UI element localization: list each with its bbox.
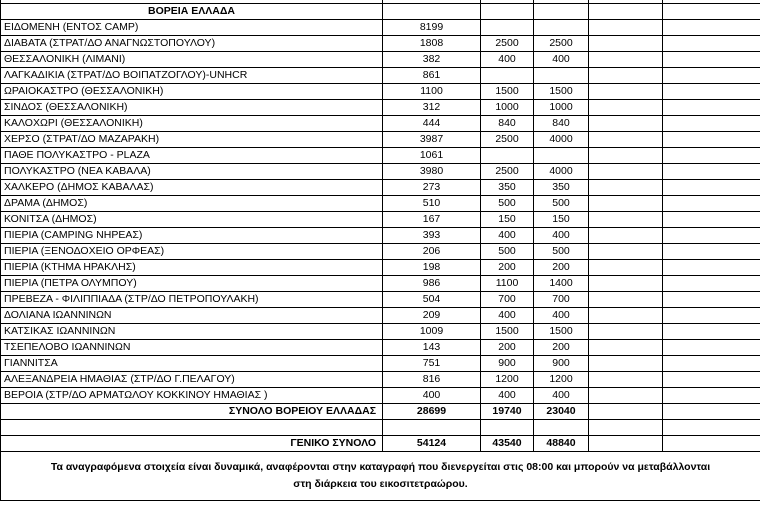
- empty-cell: [663, 180, 760, 196]
- empty-cell: [589, 100, 663, 116]
- value-cell-v1: 273: [383, 180, 481, 196]
- value-cell-v2: 150: [481, 212, 534, 228]
- empty-cell: [534, 420, 589, 436]
- value-cell-v1: 400: [383, 388, 481, 404]
- value-cell-v3: 500: [534, 244, 589, 260]
- value-cell-v2: 1500: [481, 324, 534, 340]
- value-cell-v2: 400: [481, 308, 534, 324]
- empty-cell: [663, 308, 760, 324]
- value-cell-v2: 1000: [481, 100, 534, 116]
- empty-cell: [663, 68, 760, 84]
- table-row: [1, 180, 760, 196]
- empty-cell: [663, 260, 760, 276]
- table-row: [1, 100, 760, 116]
- value-cell-v2: 400: [481, 388, 534, 404]
- location-name: ΒΕΡΟΙΑ (ΣΤΡ/ΔΟ ΑΡΜΑΤΩΛΟΥ ΚΟΚΚΙΝΟΥ ΗΜΑΘΙΑΣ ): [1, 388, 383, 404]
- value-cell-v3: 400: [534, 388, 589, 404]
- section-title: ΒΟΡΕΙΑ ΕΛΛΑΔΑ: [1, 4, 383, 20]
- location-name: ΧΑΛΚΕΡΟ (ΔΗΜΟΣ ΚΑΒΑΛΑΣ): [1, 180, 383, 196]
- value-cell-v2: 350: [481, 180, 534, 196]
- empty-cell: [663, 132, 760, 148]
- value-cell-v3: [534, 148, 589, 164]
- subtotal-row: [1, 404, 760, 420]
- value-cell-v2: 500: [481, 244, 534, 260]
- footnote: Τα αναγραφόμενα στοιχεία είναι δυναμικά, αναφέρονται στην καταγραφή που διενεργείται στις 08:00 και μπορούν να μεταβάλλονται στη διάρκεια του εικοσιτετραώρου.: [1, 452, 760, 501]
- value-cell-v3: 700: [534, 292, 589, 308]
- empty-cell: [589, 52, 663, 68]
- value-cell-v3: 4000: [534, 164, 589, 180]
- value-cell-v1: 382: [383, 52, 481, 68]
- blank-row: [1, 420, 760, 436]
- empty-cell: [589, 164, 663, 180]
- empty-cell: [663, 388, 760, 404]
- section-title-row: [1, 4, 760, 20]
- value-cell-v1: 444: [383, 116, 481, 132]
- location-name: ΔΡΑΜΑ (ΔΗΜΟΣ): [1, 196, 383, 212]
- empty-cell: [1, 420, 383, 436]
- table-row: [1, 164, 760, 180]
- empty-cell: [589, 292, 663, 308]
- value-cell-v3: 500: [534, 196, 589, 212]
- empty-cell: [481, 420, 534, 436]
- empty-cell: [663, 404, 760, 420]
- table-row: [1, 308, 760, 324]
- location-name: ΓΕΝΙΚΟ ΣΥΝΟΛΟ: [1, 436, 383, 452]
- empty-cell: [589, 260, 663, 276]
- value-cell-v2: 500: [481, 196, 534, 212]
- empty-cell: [589, 244, 663, 260]
- value-cell-v3: 2500: [534, 36, 589, 52]
- value-cell-v2: 1500: [481, 84, 534, 100]
- empty-cell: [589, 212, 663, 228]
- location-name: ΠΙΕΡΙΑ (ΠΕΤΡΑ ΟΛΥΜΠΟΥ): [1, 276, 383, 292]
- empty-cell: [589, 20, 663, 36]
- empty-cell: [663, 340, 760, 356]
- location-name: ΕΙΔΟΜΕΝΗ (ΕΝΤΟΣ CAMP): [1, 20, 383, 36]
- value-cell-v1: 986: [383, 276, 481, 292]
- table-row: [1, 260, 760, 276]
- value-cell-v1: 510: [383, 196, 481, 212]
- value-cell-v3: 840: [534, 116, 589, 132]
- value-cell-v1: 54124: [383, 436, 481, 452]
- table-row: [1, 356, 760, 372]
- empty-cell: [663, 436, 760, 452]
- value-cell-v1: 3980: [383, 164, 481, 180]
- value-cell-v1: 28699: [383, 404, 481, 420]
- empty-cell: [663, 196, 760, 212]
- empty-cell: [663, 228, 760, 244]
- note-row: [1, 452, 760, 501]
- empty-cell: [663, 100, 760, 116]
- grand-total-row: [1, 436, 760, 452]
- table-row: [1, 196, 760, 212]
- location-name: ΔΙΑΒΑΤΑ (ΣΤΡΑΤ/ΔΟ ΑΝΑΓΝΩΣΤΟΠΟΥΛΟΥ): [1, 36, 383, 52]
- table-row: [1, 36, 760, 52]
- value-cell-v1: 167: [383, 212, 481, 228]
- value-cell-v1: 209: [383, 308, 481, 324]
- table-row: [1, 132, 760, 148]
- value-cell-v3: [534, 20, 589, 36]
- value-cell-v2: 43540: [481, 436, 534, 452]
- value-cell-v1: 1009: [383, 324, 481, 340]
- empty-cell: [589, 276, 663, 292]
- value-cell-v3: 900: [534, 356, 589, 372]
- empty-cell: [589, 324, 663, 340]
- value-cell-v1: 1061: [383, 148, 481, 164]
- empty-cell: [663, 36, 760, 52]
- value-cell-v2: [481, 148, 534, 164]
- value-cell-v3: 400: [534, 52, 589, 68]
- value-cell-v1: 1808: [383, 36, 481, 52]
- value-cell-v2: 2500: [481, 164, 534, 180]
- empty-cell: [589, 180, 663, 196]
- table-row: [1, 212, 760, 228]
- location-name: ΚΑΛΟΧΩΡΙ (ΘΕΣΣΑΛΟΝΙΚΗ): [1, 116, 383, 132]
- location-name: ΘΕΣΣΑΛΟΝΙΚΗ (ΛΙΜΑΝΙ): [1, 52, 383, 68]
- table-row: [1, 324, 760, 340]
- empty-cell: [589, 228, 663, 244]
- value-cell-v2: 400: [481, 228, 534, 244]
- value-cell-v2: 19740: [481, 404, 534, 420]
- location-name: ΠΡΕΒΕΖΑ - ΦΙΛΙΠΠΙΑΔΑ (ΣΤΡ/ΔΟ ΠΕΤΡΟΠΟΥΛΑΚΗ): [1, 292, 383, 308]
- empty-cell: [663, 372, 760, 388]
- value-cell-v3: 350: [534, 180, 589, 196]
- empty-cell: [589, 68, 663, 84]
- empty-cell: [663, 292, 760, 308]
- value-cell-v3: 1200: [534, 372, 589, 388]
- empty-cell: [589, 420, 663, 436]
- table-row: [1, 340, 760, 356]
- empty-cell: [589, 84, 663, 100]
- empty-cell: [663, 164, 760, 180]
- value-cell-v1: 816: [383, 372, 481, 388]
- value-cell-v3: 1500: [534, 324, 589, 340]
- location-name: ΧΕΡΣΟ (ΣΤΡΑΤ/ΔΟ ΜΑΖΑΡΑΚΗ): [1, 132, 383, 148]
- table-row: [1, 116, 760, 132]
- location-name: ΣΥΝΟΛΟ ΒΟΡΕΙΟΥ ΕΛΛΑΔΑΣ: [1, 404, 383, 420]
- value-cell-v3: 1400: [534, 276, 589, 292]
- value-cell-v2: [481, 68, 534, 84]
- location-name: ΣΙΝΔΟΣ (ΘΕΣΣΑΛΟΝΙΚΗ): [1, 100, 383, 116]
- empty-cell: [663, 116, 760, 132]
- value-cell-v3: 200: [534, 340, 589, 356]
- value-cell-v3: [534, 68, 589, 84]
- value-cell-v2: 400: [481, 52, 534, 68]
- location-name: ΤΣΕΠΕΛΟΒΟ ΙΩΑΝΝΙΝΩΝ: [1, 340, 383, 356]
- value-cell-v2: [481, 20, 534, 36]
- empty-cell: [589, 404, 663, 420]
- table-row: [1, 52, 760, 68]
- location-name: ΠΟΛΥΚΑΣΤΡΟ (ΝΕΑ ΚΑΒΑΛΑ): [1, 164, 383, 180]
- value-cell-v2: 200: [481, 260, 534, 276]
- empty-cell: [589, 308, 663, 324]
- value-cell-v1: 1100: [383, 84, 481, 100]
- table-row: [1, 68, 760, 84]
- empty-cell: [663, 84, 760, 100]
- table-row: [1, 276, 760, 292]
- value-cell-v3: 150: [534, 212, 589, 228]
- empty-cell: [383, 420, 481, 436]
- value-cell-v2: 2500: [481, 132, 534, 148]
- empty-cell: [663, 356, 760, 372]
- location-name: ΠΙΕΡΙΑ (ΚΤΗΜΑ ΗΡΑΚΛΗΣ): [1, 260, 383, 276]
- value-cell-v2: 1100: [481, 276, 534, 292]
- location-name: ΠΑΘΕ ΠΟΛΥΚΑΣΤΡΟ - PLAZA: [1, 148, 383, 164]
- empty-cell: [589, 436, 663, 452]
- empty-cell: [663, 244, 760, 260]
- location-name: ΩΡΑΙΟΚΑΣΤΡΟ (ΘΕΣΣΑΛΟΝΙΚΗ): [1, 84, 383, 100]
- empty-cell: [589, 132, 663, 148]
- empty-cell: [663, 52, 760, 68]
- value-cell-v1: 3987: [383, 132, 481, 148]
- location-name: ΠΙΕΡΙΑ (CAMPING ΝΗΡΕΑΣ): [1, 228, 383, 244]
- value-cell-v2: 840: [481, 116, 534, 132]
- value-cell-v1: 198: [383, 260, 481, 276]
- empty-cell: [589, 196, 663, 212]
- value-cell-v2: 200: [481, 340, 534, 356]
- value-cell-v3: 1500: [534, 84, 589, 100]
- empty-cell: [589, 372, 663, 388]
- table-row: [1, 20, 760, 36]
- value-cell-v3: 400: [534, 308, 589, 324]
- value-cell-v1: 393: [383, 228, 481, 244]
- empty-cell: [663, 148, 760, 164]
- table-row: [1, 84, 760, 100]
- location-name: ΔΟΛΙΑΝΑ ΙΩΑΝΝΙΝΩΝ: [1, 308, 383, 324]
- value-cell-v3: 23040: [534, 404, 589, 420]
- value-cell-v2: 700: [481, 292, 534, 308]
- value-cell-v3: 1000: [534, 100, 589, 116]
- location-name: ΑΛΕΞΑΝΔΡΕΙΑ ΗΜΑΘΙΑΣ (ΣΤΡ/ΔΟ Γ.ΠΕΛΑΓΟΥ): [1, 372, 383, 388]
- table-row: [1, 292, 760, 308]
- value-cell-v1: 861: [383, 68, 481, 84]
- empty-cell: [663, 212, 760, 228]
- empty-cell: [589, 340, 663, 356]
- table-row: [1, 372, 760, 388]
- empty-cell: [589, 36, 663, 52]
- empty-cell: [663, 276, 760, 292]
- location-name: ΚΑΤΣΙΚΑΣ ΙΩΑΝΝΙΝΩΝ: [1, 324, 383, 340]
- empty-cell: [663, 20, 760, 36]
- empty-cell: [589, 388, 663, 404]
- location-name: ΚΟΝΙΤΣΑ (ΔΗΜΟΣ): [1, 212, 383, 228]
- value-cell-v2: 900: [481, 356, 534, 372]
- value-cell-v3: 48840: [534, 436, 589, 452]
- location-name: ΓΙΑΝΝΙΤΣΑ: [1, 356, 383, 372]
- value-cell-v2: 1200: [481, 372, 534, 388]
- value-cell-v3: 400: [534, 228, 589, 244]
- value-cell-v3: 4000: [534, 132, 589, 148]
- table-row: [1, 148, 760, 164]
- value-cell-v1: 312: [383, 100, 481, 116]
- value-cell-v1: 8199: [383, 20, 481, 36]
- empty-cell: [589, 356, 663, 372]
- value-cell-v2: 2500: [481, 36, 534, 52]
- value-cell-v3: 200: [534, 260, 589, 276]
- table-row: [1, 388, 760, 404]
- location-name: ΛΑΓΚΑΔΙΚΙΑ (ΣΤΡΑΤ/ΔΟ ΒΟΙΠΑΤΖΟΓΛΟΥ)-UNHCR: [1, 68, 383, 84]
- table-row: [1, 228, 760, 244]
- empty-cell: [589, 148, 663, 164]
- location-name: ΠΙΕΡΙΑ (ΞΕΝΟΔΟΧΕΙΟ ΟΡΦΕΑΣ): [1, 244, 383, 260]
- value-cell-v1: 143: [383, 340, 481, 356]
- empty-cell: [589, 116, 663, 132]
- empty-cell: [663, 324, 760, 340]
- value-cell-v1: 504: [383, 292, 481, 308]
- value-cell-v1: 751: [383, 356, 481, 372]
- table-row: [1, 244, 760, 260]
- empty-cell: [663, 420, 760, 436]
- value-cell-v1: 206: [383, 244, 481, 260]
